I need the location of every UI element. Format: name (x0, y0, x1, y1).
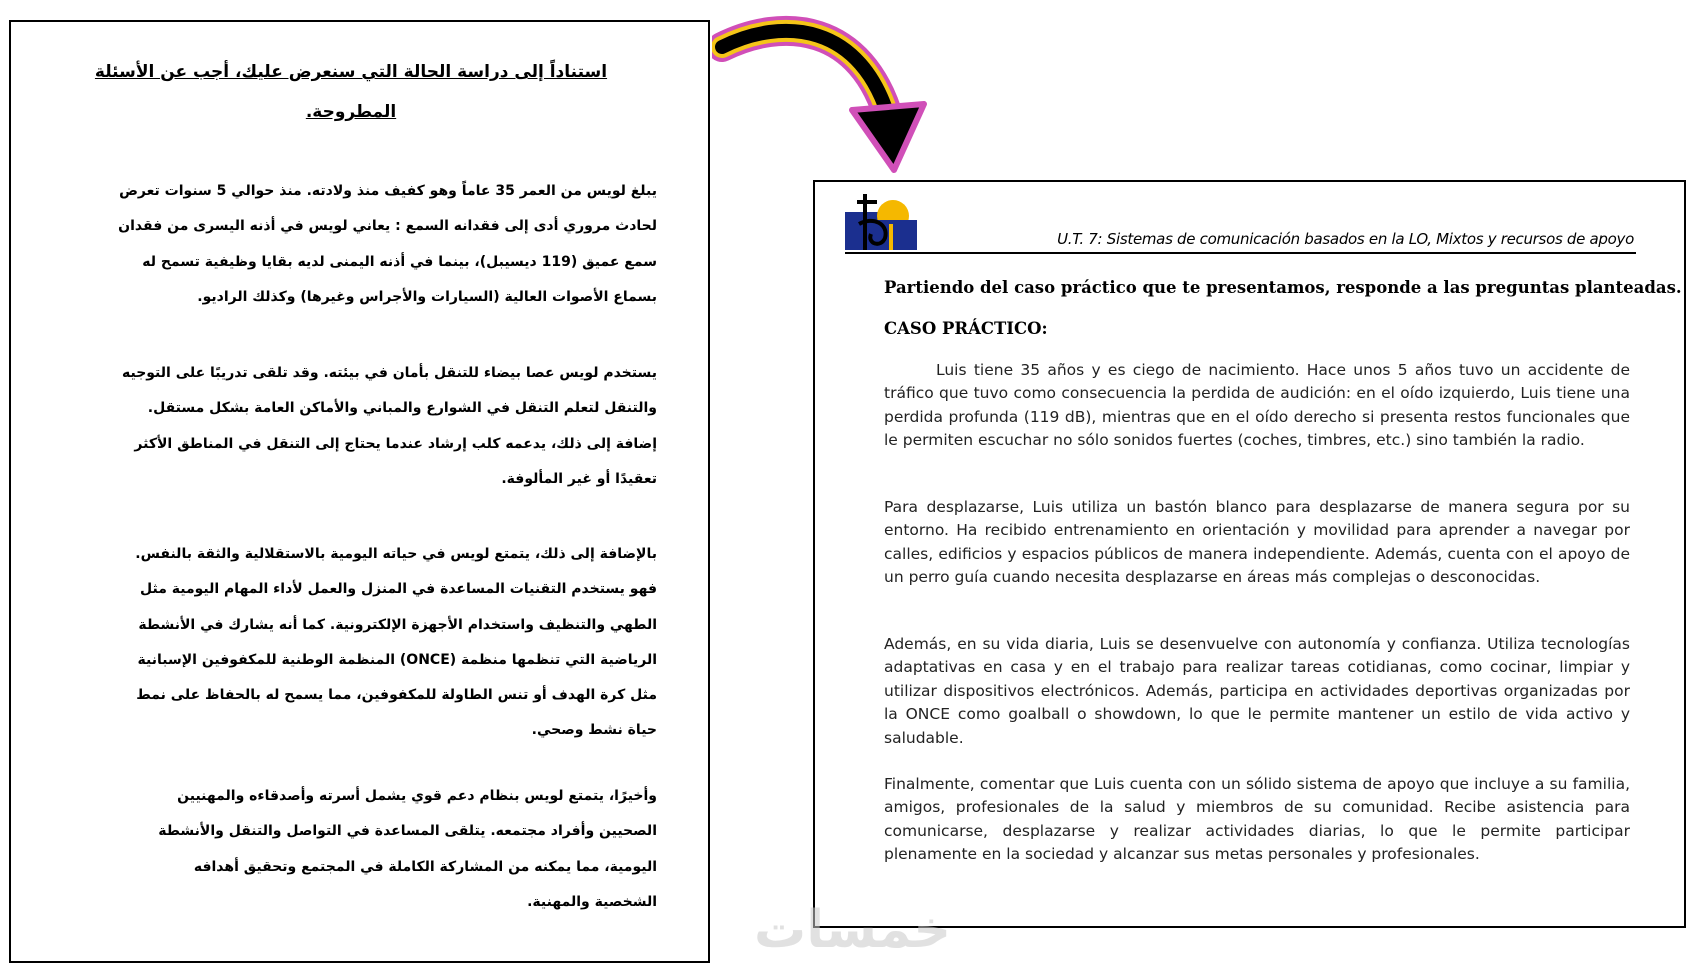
arabic-line: سمع عميق (119 ديسيبل)، بينما في أذنه اليمنى لديه بقايا وظيفية تسمح له (142, 253, 657, 270)
spanish-paragraph-4: Finalmente, comentar que Luis cuenta con un sólido sistema de apoyo que incluye a su familia, amigos, profesionales de la salud y miembros de su comunidad. Recibe asistencia para comunicarse, desplazarse y realizar actividades diarias, lo que le permite participar plenamente en la sociedad y alcanzar sus metas personales y profesionales. (884, 775, 1630, 864)
arabic-line: وأخيرًا، يتمتع لويس بنظام دعم قوي يشمل أسرته وأصدقاءه والمهنيين (177, 788, 657, 804)
spanish-document-page (813, 180, 1686, 928)
arabic-line: اليومية، مما يمكنه من المشاركة الكاملة في المجتمع وتحقيق أهدافه (193, 858, 657, 875)
header-title: U.T. 7: Sistemas de comunicación basados en la LO, Mixtos y recursos de apoyo (1057, 230, 1634, 248)
spanish-paragraph-2: Para desplazarse, Luis utiliza un bastón blanco para desplazarse de manera segura por su entorno. Ha recibido entrenamiento en orientación y movilidad para aprender a navegar por calles, edificios y espacios públicos de manera independiente. Además, cuenta con el apoyo de un perro guía cuando necesita desplazarse en áreas más complejas o desconocidas. (884, 498, 1630, 587)
spanish-paragraph-1: Luis tiene 35 años y es ciego de nacimiento. Hace unos 5 años tuvo un accidente de tráfico que tuvo como consecuencia la perdida de audición: en el oído izquierdo, Luis tiene una perdida profunda (119 dB), mientras que en el oído derecho si presenta restos funcionales que le permiten escuchar no sólo sonidos fuertes (coches, timbres, etc.) sino también la radio. (884, 361, 1630, 450)
arabic-line: يبلغ لويس من العمر 35 عاماً وهو كفيف منذ ولادته. منذ حوالي 5 سنوات تعرض (119, 183, 657, 199)
arabic-line: إضافة إلى ذلك، يدعمه كلب إرشاد عندما يحتاج إلى التنقل في المناطق الأكثر (134, 435, 657, 452)
curved-arrow-icon (712, 12, 932, 177)
arabic-line: تعقيدًا أو غير المألوفة. (501, 470, 657, 487)
arabic-line: بسماع الأصوات العالية (السيارات والأجراس وغيرها) وكذلك الراديو. (197, 288, 657, 305)
arabic-title-line: استناداً إلى دراسة الحالة التي سنعرض عليك، أجب عن الأسئلة (94, 62, 608, 82)
case-heading: CASO PRÁCTICO: (884, 319, 1048, 338)
arabic-line: الشخصية والمهنية. (527, 893, 657, 910)
arabic-line: الصحيين وأفراد مجتمعه. يتلقى المساعدة في التواصل والتنقل والأنشطة (158, 823, 657, 840)
arabic-line: الرياضية التي تنظمها منظمة (ONCE) المنظمة الوطنية للمكفوفين الإسبانية (137, 651, 657, 668)
arabic-title-line: المطروحة. (305, 102, 397, 122)
arabic-document-page (9, 20, 710, 963)
arabic-line: حياة نشط وصحي. (531, 722, 657, 739)
instructions-heading: Partiendo del caso práctico que te presentamos, responde a las preguntas planteadas. (884, 278, 1682, 297)
arabic-line: الطهي والتنظيف واستخدام الأجهزة الإلكترونية. كما أنه يشارك في الأنشطة (138, 616, 657, 633)
page-header (845, 192, 1636, 254)
arabic-paragraph-1 (67, 174, 657, 315)
arabic-line: يستخدم لويس عصا بيضاء للتنقل بأمان في بيئته. وقد تلقى تدريبًا على التوجيه (121, 365, 657, 381)
arabic-title (51, 52, 651, 132)
arabic-paragraph-4 (67, 779, 657, 920)
arabic-line: مثل كرة الهدف أو تنس الطاولة للمكفوفين، مما يسمح له بالحفاظ على نمط (136, 687, 657, 704)
watermark-logo: خمسات (754, 900, 952, 960)
arabic-line: فهو يستخدم التقنيات المساعدة في المنزل والعمل لأداء المهام اليومية مثل (140, 581, 657, 598)
arabic-line: لحادث مروري أدى إلى فقدانه السمع : يعاني لويس في أذنه اليسرى من فقدان (118, 218, 657, 235)
arabic-paragraph-2 (67, 356, 657, 497)
arabic-line: بالإضافة إلى ذلك، يتمتع لويس في حياته اليومية بالاستقلالية والثقة بالنفس. (135, 546, 657, 562)
arabic-line: والتنقل لتعلم التنقل في الشوارع والمباني والأماكن العامة بشكل مستقل. (147, 400, 657, 417)
spanish-paragraph-3: Además, en su vida diaria, Luis se desenvuelve con autonomía y confianza. Utiliza tecnologías adaptativas en casa y en el trabajo para realizar tareas cotidianas, como cocinar, limpiar y utilizar dispositivos electrónicos. Además, participa en actividades deportivas organizadas por la ONCE como goalball o showdown, lo que le permite mantener un estilo de vida activo y saludable. (884, 635, 1630, 747)
school-logo-icon (845, 194, 917, 250)
arabic-paragraph-3 (67, 537, 657, 749)
